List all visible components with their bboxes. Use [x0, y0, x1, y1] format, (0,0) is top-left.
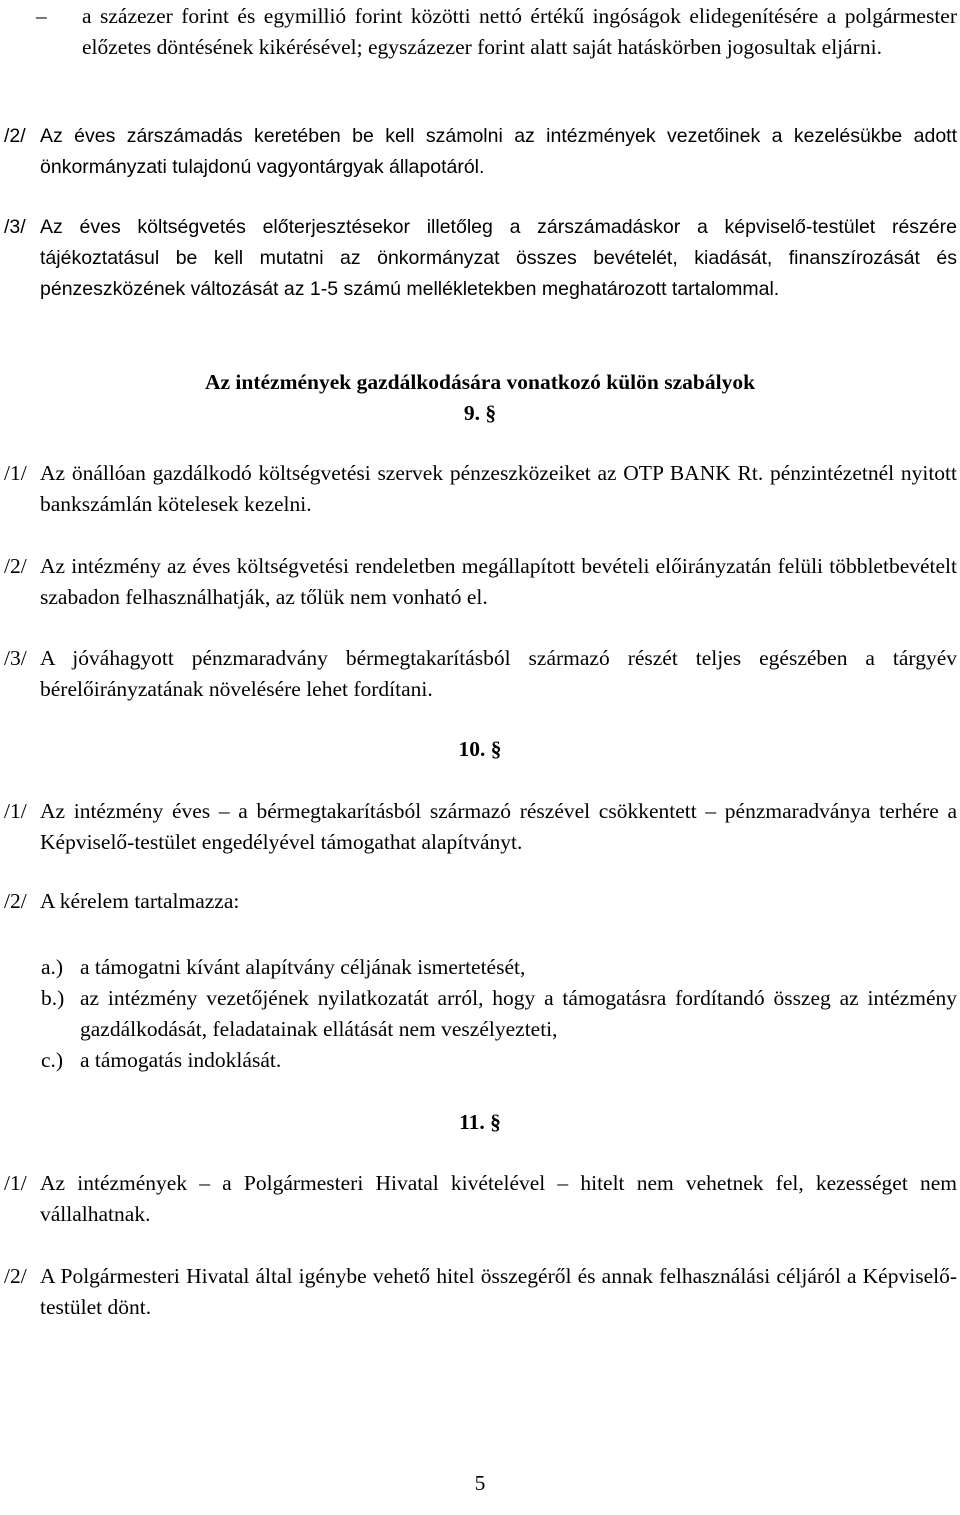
paragraph-label: /3/	[4, 646, 27, 670]
bullet-text: a százezer forint és egymillió forint közötti nettó értékű ingóságok elidegenítésére a polgármester előzetes döntésének kikérésével; egyszázezer forint alatt saját hatáskörben jogosultak eljárni.	[82, 4, 957, 59]
paragraph-text: Az éves zárszámadás keretében be kell számolni az intézmények vezetőinek a kezelésükbe adott önkormányzati tulajdonú vagyontárgyak állapotáról.	[40, 125, 957, 178]
list-item-text: az intézmény vezetőjének nyilatkozatát arról, hogy a támogatásra fordítandó összeg az intézmény gazdálkodását, feladatainak ellátását nem veszélyezteti,	[80, 986, 957, 1041]
paragraph-text: A jóváhagyott pénzmaradvány bérmegtakarításból származó részét teljes egészében a tárgyév bérelőirányzatának növelésére lehet fordítani.	[40, 646, 957, 701]
section-heading-10: 10. §	[458, 737, 502, 761]
bullet-item	[0, 1, 960, 63]
paragraph-text: Az intézmények – a Polgármesteri Hivatal kivételével – hitelt nem vehetnek fel, kezességet nem vállalhatnak.	[40, 1171, 957, 1226]
paragraph-label: /1/	[4, 799, 27, 823]
paragraph-8-2	[0, 121, 960, 183]
paragraph-11-2	[0, 1261, 960, 1323]
paragraph-9-1	[0, 458, 960, 520]
section-title: Az intézmények gazdálkodására vonatkozó külön szabályok	[204, 370, 756, 394]
list-item-text: a támogatni kívánt alapítvány céljának ismertetését,	[80, 955, 526, 979]
section-heading-11: 11. §	[459, 1110, 501, 1134]
paragraph-text: Az intézmény éves – a bérmegtakarításból származó részével csökkentett – pénzmaradványa terhére a Képviselő-testület engedélyével támogathat alapítványt.	[40, 799, 957, 854]
paragraph-text: Az éves költségvetés előterjesztésekor illetőleg a zárszámadáskor a képviselő-testület részére tájékoztatásul be kell mutatni az önkormányzat összes bevételét, kiadását, finanszírozását és pénzeszközének változását az 1-5 számú mellékletekben meghatározott tartalommal.	[40, 216, 957, 300]
paragraph-label: /2/	[4, 1264, 27, 1288]
paragraph-text: A Polgármesteri Hivatal által igénybe vehető hitel összegéről és annak felhasználási céljáról a Képviselő-testület dönt.	[40, 1264, 957, 1319]
paragraph-11-1	[0, 1168, 960, 1230]
paragraph-10-2	[0, 886, 960, 917]
paragraph-text: A kérelem tartalmazza:	[40, 889, 240, 913]
paragraph-9-3	[0, 643, 960, 705]
paragraph-label: /3/	[4, 216, 26, 238]
list-item-label: a.)	[41, 955, 64, 979]
list-item-label: c.)	[41, 1048, 64, 1072]
paragraph-text: Az intézmény az éves költségvetési rendeletben megállapított bevételi előirányzatán felüli többletbevételt szabadon felhasználhatják, az tőlük nem vonható el.	[40, 554, 957, 609]
paragraph-10-1	[0, 796, 960, 858]
paragraph-label: /2/	[4, 554, 27, 578]
paragraph-label: /1/	[4, 1171, 27, 1195]
list-item-text: a támogatás indoklását.	[80, 1048, 282, 1072]
bullet-dash: –	[36, 4, 47, 28]
section-heading-9: 9. §	[463, 401, 497, 425]
paragraph-label: /2/	[4, 125, 26, 147]
requirement-list	[0, 952, 960, 1076]
page-number: 5	[474, 1471, 486, 1495]
paragraph-9-2	[0, 551, 960, 613]
paragraph-label: /2/	[4, 889, 27, 913]
list-item	[0, 1045, 960, 1076]
list-item-label: b.)	[41, 986, 65, 1010]
list-item	[0, 952, 960, 983]
paragraph-text: Az önállóan gazdálkodó költségvetési szervek pénzeszközeiket az OTP BANK Rt. pénzintézetnél nyitott bankszámlán kötelesek kezelni.	[40, 461, 957, 516]
paragraph-8-3	[0, 212, 960, 305]
list-item	[0, 983, 960, 1045]
paragraph-label: /1/	[4, 461, 27, 485]
